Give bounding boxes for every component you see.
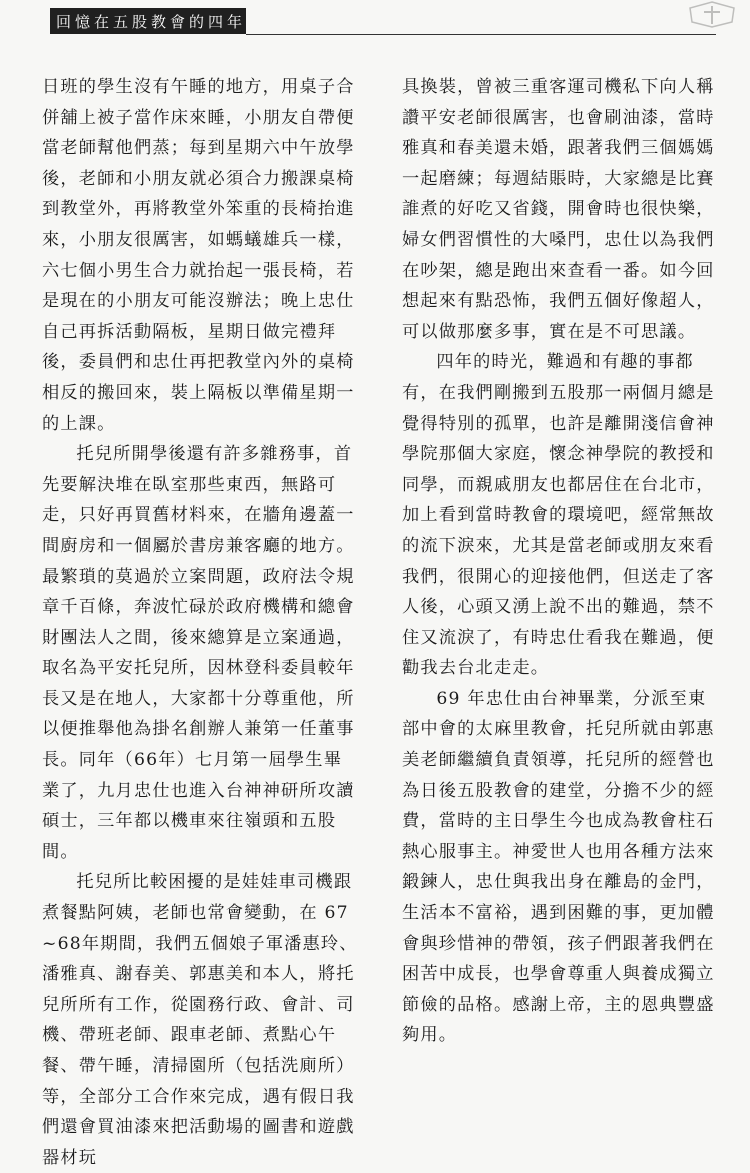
header-rule [246, 34, 716, 35]
left-text-column [42, 72, 358, 1173]
running-header-title: 回憶在五股教會的四年 [56, 13, 247, 31]
paragraph: 托兒所開學後還有許多雜務事，首先要解決堆在臥室那些東西，無路可走，只好再買舊材料來，在牆角邊蓋一間廚房和一個屬於書房兼客廳的地方。最繁瑣的莫過於立案問題，政府法令規章千百條，奔波忙碌於政府機構和總會財團法人之間，後來總算是立案通過，取名為平安托兒所，因林登科委員較年長又是在地人，大家都十分尊重他，所以便推舉他為掛名創辦人兼第一任董事長。同年（66年）七月第一屆學生畢業了，九月忠仕也進入台神神研所攻讀碩士，三年都以機車來往嶺頭和五股間。 [42, 444, 355, 862]
paragraph: 托兒所比較困擾的是娃娃車司機跟煮餐點阿姨，老師也常會變動，在 67~68年期間，我們五個娘子軍潘惠玲、潘雅真、謝春美、郭惠美和本人，將托兒所所有工作，從園務行政、會計、司機、帶班老師、跟車老師、煮點心午餐、帶午睡，清掃園所（包括洗廁所）等，全部分工合作來完成，遇有假日我們還會買油漆來把活動場的圖書和遊戲器材玩 [42, 872, 358, 1168]
right-text-column [402, 72, 718, 1051]
running-header [50, 8, 246, 34]
paragraph: 69 年忠仕由台神畢業，分派至東部中會的太麻里教會，托兒所就由郭惠美老師繼續負責領導，托兒所的經營也為日後五股教會的建堂，分擔不少的經費，當時的主日學生今也成為教會柱石熱心服事主。神愛世人也用各種方法來鍛鍊人，忠仕與我出身在離島的金門，生活本不富裕，遇到困難的事，更加體會與珍惜神的帶領，孩子們跟著我們在困苦中成長，也學會尊重人與養成獨立節儉的品格。感謝上帝，主的恩典豐盛夠用。 [402, 688, 715, 1046]
paragraph: 日班的學生沒有午睡的地方，用桌子合併舖上被子當作床來睡，小朋友自帶便當老師幫他們蒸；每到星期六中午放學後，老師和小朋友就必須合力搬課桌椅到教堂外，再將教堂外笨重的長椅抬進來，小朋友很厲害，如螞蟻雄兵一樣，六七個小男生合力就抬起一張長椅，若是現在的小朋友可能沒辦法；晚上忠仕自己再拆活動隔板，星期日做完禮拜後，委員們和忠仕再把教堂內外的桌椅相反的搬回來，裝上隔板以準備星期一的上課。 [42, 77, 355, 434]
paragraph: 四年的時光，難過和有趣的事都有，在我們剛搬到五股那一兩個月總是覺得特別的孤單，也許是離開淺信會神學院那個大家庭，懷念神學院的教授和同學，而親戚朋友也都居住在台北市，加上看到當時教會的環境吧，經常無故的流下淚來，尤其是當老師或朋友來看我們，很開心的迎接他們，但送走了客人後，心頭又湧上說不出的難過，禁不住又流淚了，有時忠仕看我在難過，便勸我去台北走走。 [402, 352, 715, 679]
church-logo-icon [682, 0, 742, 28]
paragraph: 具換裝，曾被三重客運司機私下向人稱讚平安老師很厲害，也會刷油漆，當時雅真和春美還未婚，跟著我們三個媽媽一起磨練；每週結賬時，大家總是比賽誰煮的好吃又省錢，開會時也很快樂，婦女們習慣性的大嗓門，忠仕以為我們在吵架，總是跑出來查看一番。如今回想起來有點恐怖，我們五個好像超人，可以做那麼多事，實在是不可思議。 [402, 77, 715, 342]
